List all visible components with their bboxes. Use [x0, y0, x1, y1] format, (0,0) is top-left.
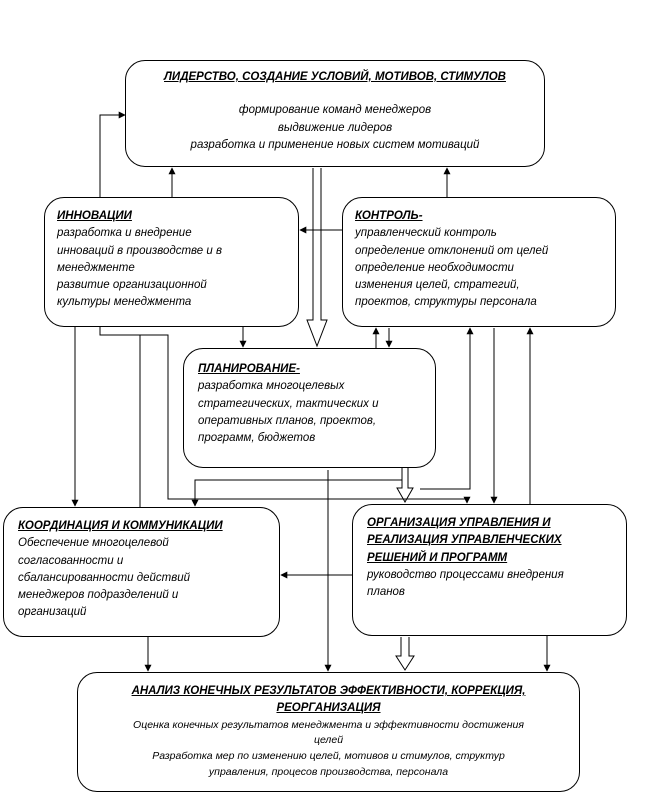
analysis-line: Разработка мер по изменению целей, мотивов и стимулов, структур: [152, 750, 505, 762]
leadership-title: ЛИДЕРСТВО, СОЗДАНИЕ УСЛОВИЙ, МОТИВОВ, СТИМУЛОВ: [164, 71, 506, 83]
innovations-line: инноваций в производстве и в: [57, 244, 222, 257]
control-box: [342, 197, 616, 327]
leadership-line: разработка и применение новых систем мотиваций: [190, 138, 480, 151]
innovations-box: [44, 197, 299, 327]
leadership-box: [125, 60, 545, 167]
planning-line: оперативных планов, проектов,: [198, 414, 377, 427]
coordination-line: согласованности и: [18, 554, 124, 567]
organization-box: [352, 504, 627, 636]
control-line: управленческий контроль: [355, 227, 497, 240]
leadership-line: выдвижение лидеров: [277, 121, 393, 134]
arrow-planning-to-coordination: [195, 468, 402, 506]
innovations-line: разработка и внедрение: [57, 227, 192, 240]
coordination-line: Обеспечение многоцелевой: [18, 537, 169, 550]
analysis-title: АНАЛИЗ КОНЕЧНЫХ РЕЗУЛЬТАТОВ ЭФФЕКТИВНОСТИ, КОРРЕКЦИЯ,: [131, 685, 526, 697]
coordination-box: [3, 507, 280, 637]
analysis-title: РЕОРГАНИЗАЦИЯ: [276, 702, 381, 715]
control-line: определение необходимости: [355, 261, 514, 274]
organization-title: РЕШЕНИЙ И ПРОГРАММ: [367, 551, 508, 564]
planning-title: ПЛАНИРОВАНИЕ-: [198, 363, 300, 375]
control-line: проектов, структуры персонала: [355, 296, 537, 309]
arrow-organization-to-analysis: [396, 637, 414, 670]
innovations-title: ИННОВАЦИИ: [57, 210, 132, 222]
organization-title: ОРГАНИЗАЦИЯ УПРАВЛЕНИЯ И: [367, 517, 551, 529]
analysis-line: целей: [313, 734, 344, 747]
arrow-planning-to-organization: [397, 468, 413, 502]
arrow-innovations-to-leadership-left: [100, 115, 125, 197]
planning-line: стратегических, тактических и: [198, 397, 379, 410]
control-title: КОНТРОЛЬ-: [355, 210, 423, 222]
innovations-line: менеджменте: [57, 261, 135, 274]
coordination-line: организаций: [18, 606, 87, 619]
analysis-box: [77, 672, 580, 792]
planning-line: программ, бюджетов: [198, 432, 316, 444]
coordination-title: КООРДИНАЦИЯ И КОММУНИКАЦИИ: [18, 520, 223, 532]
control-line: определение отклонений от целей: [355, 244, 549, 257]
control-line: изменения целей, стратегий,: [355, 279, 520, 291]
arrow-leadership-to-planning: [307, 168, 327, 346]
leadership-line: формирование команд менеджеров: [238, 104, 432, 117]
coordination-line: менеджеров подразделений и: [18, 589, 179, 601]
analysis-line: Оценка конечных результатов менеджмента и эффективности достижения: [133, 718, 524, 731]
organization-title: РЕАЛИЗАЦИЯ УПРАВЛЕНЧЕСКИХ: [367, 534, 562, 547]
coordination-line: сбалансированности действий: [18, 571, 191, 584]
organization-line: руководство процессами внедрения: [367, 568, 564, 581]
analysis-line: управления, процесов производства, персонала: [208, 765, 449, 778]
organization-line: планов: [367, 586, 405, 598]
planning-line: разработка многоцелевых: [198, 380, 345, 393]
planning-box: [183, 348, 436, 468]
innovations-line: развитие организационной: [57, 279, 207, 291]
innovations-line: культуры менеджмента: [57, 296, 192, 309]
